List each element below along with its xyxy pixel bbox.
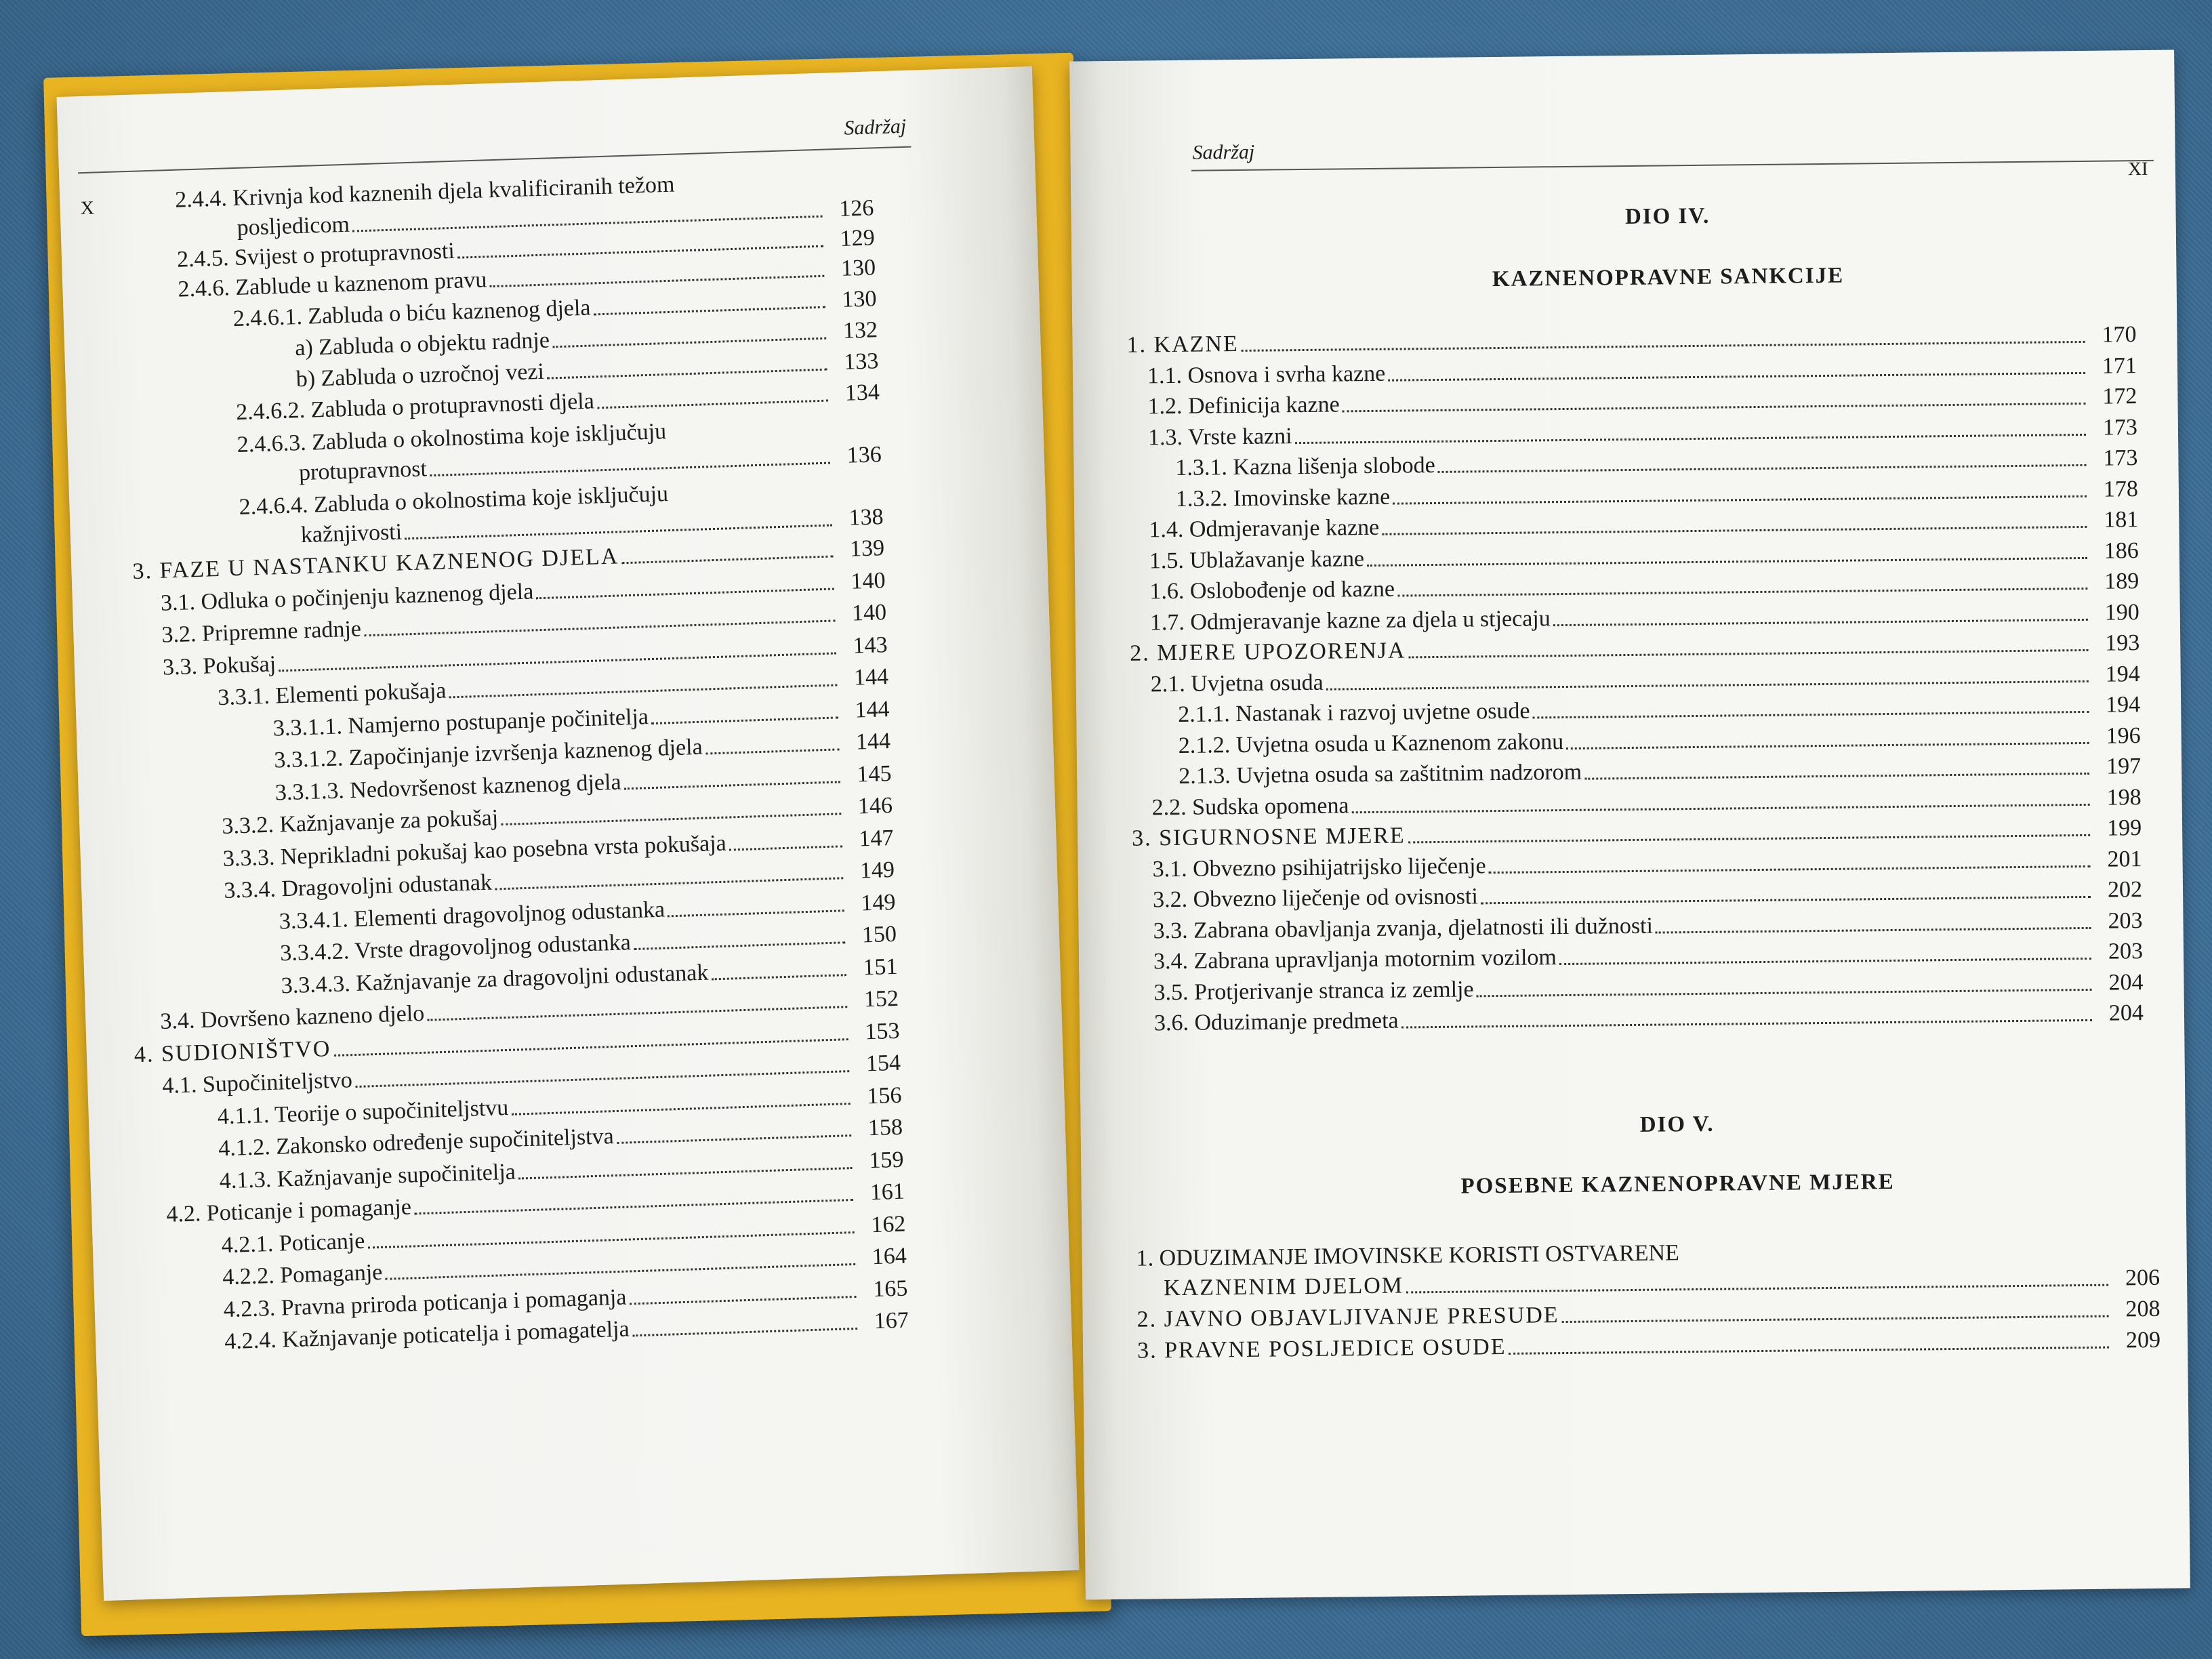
toc-page-number: 204 (2108, 969, 2144, 996)
toc-page-number: 130 (841, 286, 878, 312)
toc-entry-label: 4.2.2. Pomaganje (222, 1259, 383, 1290)
toc-entry-label: 2.2. Sudska opomena (1151, 792, 1349, 820)
toc-entry-label: 3.3.4.1. Elementi dragovoljnog odustanka (279, 897, 665, 934)
toc-entry-label: 2.4.6. Zablude u kaznenom pravu (177, 267, 487, 302)
running-header-title: Sadržaj (843, 115, 907, 140)
toc-entry-label: 3.3.4.2. Vrste dragovoljnog odustanka (279, 930, 632, 966)
toc-entry-label: 2.4.6.2. Zabluda o protupravnosti djela (235, 388, 595, 426)
part-title: DIO IV. (1624, 203, 1711, 230)
dot-leader (594, 306, 825, 316)
toc-page-number: 193 (2105, 630, 2140, 656)
toc-entry-label: 4.2.3. Pravna priroda poticanja i pomaganja (223, 1284, 627, 1322)
dot-leader (651, 716, 838, 724)
dot-leader (490, 275, 825, 288)
dot-leader (622, 556, 834, 565)
toc-entry-label: 1.1. Osnova i svrha kazne (1147, 361, 1386, 388)
toc-page-number: 153 (864, 1018, 900, 1044)
part-subtitle: KAZNENOPRAVNE SANKCIJE (1492, 263, 1845, 292)
toc-page-number: 145 (856, 760, 893, 787)
toc-entry-label: 4. SUDIONIŠTVO (134, 1036, 331, 1067)
toc-entry-label: 3.2. Obvezno liječenje od ovisnosti (1152, 884, 1478, 913)
dot-leader (1438, 464, 2087, 473)
toc-page-number: 150 (861, 921, 897, 948)
toc-entry-label: 3.3.1.2. Započinjanje izvršenja kaznenog djela (273, 734, 703, 773)
dot-leader (536, 588, 834, 599)
dot-leader (1397, 588, 2087, 597)
toc-page-number: 149 (860, 889, 896, 916)
toc-page-number: 208 (2125, 1296, 2160, 1322)
toc-entry-label: 2.4.6.3. Zabluda o okolnostima koje isključuju (237, 419, 667, 458)
toc-page-number: 144 (853, 664, 889, 691)
toc-page-number: 146 (857, 792, 893, 819)
toc-entry[interactable] (1179, 753, 2141, 790)
dot-leader (705, 748, 839, 754)
dot-leader (668, 909, 844, 917)
toc-page-number: 134 (844, 380, 880, 406)
toc-entry-label: 2.1.1. Nastanak i razvoj uvjetne osude (1178, 698, 1530, 727)
toc-entry-label: 2. MJERE UPOZORENJA (1130, 638, 1406, 666)
toc-entry-label: 3.3. Zabrana obavljanja zvanja, djelatnosti ili dužnosti (1153, 913, 1654, 943)
toc-page-number: 156 (866, 1082, 902, 1109)
toc-entry-label: 1.6. Oslobođenje od kazne (1149, 576, 1395, 605)
toc-page-number: 203 (2108, 939, 2144, 964)
dot-leader (624, 781, 840, 790)
toc-page-number: 186 (2104, 537, 2139, 564)
toc-entry[interactable] (1154, 1000, 2144, 1037)
toc-entry-label: 3.2. Pripremne radnje (161, 616, 362, 648)
toc-entry-label: 3.3.1.1. Namjerno postupanje počinitelja (272, 703, 649, 741)
toc-page-number: 132 (842, 317, 878, 344)
toc-entry-label: 4.2. Poticanje i pomaganje (165, 1194, 412, 1227)
toc-page-number: 189 (2104, 569, 2139, 594)
dot-leader (518, 1167, 853, 1179)
dot-leader (405, 525, 832, 540)
dot-leader (1477, 988, 2092, 997)
toc-entry-label: 2.1.3. Uvjetna osuda sa zaštitnim nadzorom (1179, 759, 1582, 789)
dot-leader (632, 1328, 857, 1336)
toc-entry-label: 1.3.1. Kazna lišenja slobode (1175, 452, 1435, 480)
dot-leader (1343, 403, 2086, 412)
dot-leader (1242, 341, 2085, 352)
toc-page-number: 172 (2102, 384, 2137, 409)
dot-leader (729, 845, 842, 851)
dot-leader (364, 619, 835, 636)
toc-entry-label: 3. FAZE U NASTANKU KAZNENOG DJELA (131, 544, 619, 584)
toc-entry-label: 3.3.1. Elementi pokušaja (217, 678, 447, 711)
toc-page-number: 151 (862, 954, 898, 980)
dot-leader (547, 369, 827, 380)
toc-entry-label: 2.1. Uvjetna osuda (1150, 670, 1324, 697)
toc-entry-label: 3.3.1.3. Nedovršenost kaznenog djela (274, 769, 622, 806)
toc-page-number: 173 (2102, 414, 2138, 441)
toc-entry-label: 1.3. Vrste kazni (1147, 423, 1292, 450)
running-header-title: Sadržaj (1192, 140, 1255, 164)
toc-page-number: 209 (2125, 1327, 2161, 1353)
toc-page-number: 136 (846, 442, 882, 468)
dot-leader (1408, 834, 2090, 844)
toc-page-number: 196 (2106, 722, 2141, 749)
toc-entry-label: 1.3.2. Imovinske kazne (1175, 484, 1391, 512)
toc-page-number: 143 (852, 632, 888, 659)
toc-entry-label: 3.3.2. Kažnjavanje za pokušaj (221, 805, 499, 840)
dot-leader (414, 1199, 853, 1214)
toc-entry-label: b) Zabluda o uzročnoj vezi (295, 359, 545, 392)
dot-leader (552, 337, 826, 348)
dot-leader (511, 1103, 850, 1115)
toc-page-number: 147 (858, 825, 895, 852)
dot-leader (1406, 1284, 2108, 1294)
header-rule (78, 146, 911, 174)
toc-page-number: 164 (872, 1243, 907, 1270)
toc-entry-label: posljedicom (237, 211, 350, 241)
toc-entry[interactable] (1176, 476, 2138, 513)
toc-page-number: 165 (872, 1275, 908, 1302)
dot-leader (634, 941, 845, 950)
dot-leader (430, 462, 830, 477)
dot-leader (1584, 773, 2089, 780)
page-number: XI (2127, 158, 2148, 180)
dot-leader (457, 245, 823, 259)
dot-leader (1559, 958, 2091, 965)
toc-page-number: 204 (2108, 1000, 2144, 1026)
dot-leader (1382, 526, 2087, 535)
dot-leader (711, 974, 846, 980)
toc-entry-label: 3.3.4. Dragovoljni odustanak (223, 869, 493, 903)
toc-page-number: 190 (2104, 599, 2139, 626)
toc-entry-label: 1.5. Ublažavanje kazne (1149, 546, 1365, 573)
toc-page-number: 181 (2104, 507, 2139, 533)
dot-leader (501, 813, 841, 825)
toc-entry-label: 3.3.3. Neprikladni pokušaj kao posebna vrsta pokušaja (222, 830, 727, 872)
part-title: DIO V. (1639, 1111, 1715, 1137)
toc-page-number: 139 (849, 535, 885, 562)
toc-page-number: 167 (874, 1307, 909, 1334)
toc-entry-label: 3.5. Protjerivanje stranca iz zemlje (1153, 976, 1474, 1005)
toc-page-number: 178 (2103, 476, 2139, 502)
toc-page-number: 144 (855, 728, 891, 755)
dot-leader (1489, 865, 2091, 873)
page-number: X (80, 197, 95, 220)
toc-entry-label: 4.1. Supočiniteljstvo (161, 1067, 353, 1099)
dot-leader (449, 684, 838, 698)
toc-entry[interactable] (1179, 722, 2141, 760)
part-subtitle: POSEBNE KAZNENOPRAVNE MJERE (1460, 1169, 1895, 1199)
toc-page-number: 201 (2107, 846, 2142, 872)
toc-page-number: 173 (2103, 445, 2138, 471)
toc-entry-label: 3.3. Pokušaj (162, 651, 276, 680)
toc-page-number: 199 (2106, 815, 2142, 841)
dot-leader (1566, 741, 2089, 749)
toc-entry-label: 2. JAVNO OBJAVLJIVANJE PRESUDE (1136, 1303, 1559, 1332)
dot-leader (1326, 680, 2089, 690)
toc-page-number: 206 (2125, 1265, 2160, 1291)
toc-entry-label: 2.4.6.4. Zabluda o okolnostima koje isključuju (239, 481, 669, 520)
header-rule (1191, 160, 2154, 171)
toc-page-number: 126 (838, 195, 874, 222)
toc-page-number: 161 (869, 1179, 905, 1206)
toc-entry-label: protupravnost (298, 456, 428, 486)
toc-page-number: 198 (2106, 784, 2142, 811)
dot-leader (368, 1231, 855, 1249)
toc-entry-label: 3.3.4.3. Kažnjavanje za dragovoljni odustanak (281, 960, 709, 998)
toc-page-number: 133 (843, 348, 879, 375)
right-page (1069, 50, 2190, 1600)
dot-leader (495, 877, 843, 890)
dot-leader (1388, 371, 2085, 381)
toc-page-number: 203 (2108, 907, 2143, 934)
dot-leader (1367, 556, 2087, 566)
toc-entry-label: 2.4.4. Krivnja kod kaznenih djela kvalificiranih težom (174, 171, 675, 213)
dot-leader (1295, 433, 2086, 443)
toc-entry-label: 2.4.5. Svijest o protupravnosti (176, 238, 455, 272)
toc-entry[interactable] (1137, 1327, 2160, 1365)
toc-entry-label: 4.2.4. Kažnjavanje poticatelja i pomagatelja (224, 1316, 630, 1355)
toc-page-number: 130 (840, 255, 876, 281)
dot-leader (1509, 1347, 2110, 1355)
toc-entry-label: 1. KAZNE (1126, 331, 1239, 358)
dot-leader (427, 1006, 847, 1021)
toc-page-number: 159 (868, 1147, 904, 1173)
dot-leader (386, 1263, 856, 1280)
toc-entry-label: 3. PRAVNE POSLJEDICE OSUDE (1136, 1334, 1507, 1364)
toc-page-number: 202 (2107, 877, 2143, 903)
toc-entry-label: 3.6. Oduzimanje predmeta (1153, 1008, 1399, 1036)
dot-leader (1401, 1019, 2092, 1029)
dot-leader (1481, 896, 2091, 904)
dot-leader (630, 1295, 857, 1305)
toc-entry[interactable] (1178, 691, 2140, 729)
toc-entry-label: 3.1. Odluka o počinjenju kaznenog djela (160, 578, 534, 616)
dot-leader (597, 400, 828, 409)
toc-page-number: 154 (865, 1050, 901, 1077)
toc-page-number: 149 (859, 857, 895, 884)
dot-leader (1656, 926, 2091, 933)
toc-page-number: 138 (848, 504, 884, 531)
toc-page-number: 194 (2105, 661, 2140, 687)
toc-entry-label: 2.4.6.1. Zabluda o biću kaznenog djela (232, 295, 592, 332)
toc-entry-label: 3.1. Obvezno psihijatrijsko liječenje (1152, 853, 1486, 882)
dot-leader (1562, 1315, 2109, 1323)
toc-page-number: 162 (870, 1211, 906, 1237)
toc-entry-label: 2.1.2. Uvjetna osuda u Kaznenom zakonu (1178, 729, 1564, 758)
toc-entry-label: 1. ODUZIMANJE IMOVINSKE KORISTI OSTVARENE (1136, 1240, 1680, 1271)
dot-leader (617, 1134, 851, 1144)
toc-entry-label: 1.7. Odmjeravanje kazne za djela u stjecaju (1149, 605, 1551, 635)
toc-entry-label: 1.4. Odmjeravanje kazne (1149, 514, 1380, 543)
toc-entry-label: 3.4. Zabrana upravljanja motornim vozilom (1153, 945, 1557, 975)
toc-page-number: 170 (2102, 322, 2137, 348)
toc-page-number: 152 (863, 985, 899, 1012)
toc-entry-label: 3.4. Dovršeno kazneno djelo (159, 1000, 425, 1035)
toc-entry-label: 3. SIGURNOSNE MJERE (1131, 823, 1406, 851)
toc-page-number: 194 (2105, 692, 2141, 718)
toc-page-number: 140 (851, 600, 887, 626)
dot-leader (1352, 803, 2090, 813)
toc-entry-label: 1.2. Definicija kazne (1147, 392, 1340, 419)
dot-leader (1409, 649, 2089, 658)
dot-leader (1553, 618, 2088, 626)
toc-page-number: 129 (840, 225, 876, 251)
left-page (56, 66, 1079, 1601)
toc-entry-label: a) Zabluda o objektu radnje (294, 327, 550, 361)
dot-leader (1393, 495, 2087, 504)
toc-page-number: 144 (854, 696, 890, 723)
toc-page-number: 171 (2102, 352, 2137, 379)
toc-entry-label: 4.1.3. Kažnjavanje supočinitelja (219, 1159, 516, 1193)
toc-entry[interactable] (1175, 445, 2137, 482)
toc-entry-label: 4.2.1. Poticanje (221, 1228, 365, 1258)
toc-page-number: 140 (850, 567, 886, 594)
toc-page-number: 197 (2106, 754, 2142, 779)
toc-entry-label: 4.1.2. Zakonsko određenje supočiniteljstva (218, 1124, 615, 1162)
toc-entry-label: 4.1.1. Teorije o supočiniteljstvu (217, 1094, 509, 1129)
toc-page-number: 158 (867, 1114, 903, 1141)
toc-entry-label: kažnjivosti (300, 519, 403, 548)
dot-leader (1533, 711, 2089, 719)
toc-entry-label: KAZNENIM DJELOM (1163, 1273, 1404, 1301)
